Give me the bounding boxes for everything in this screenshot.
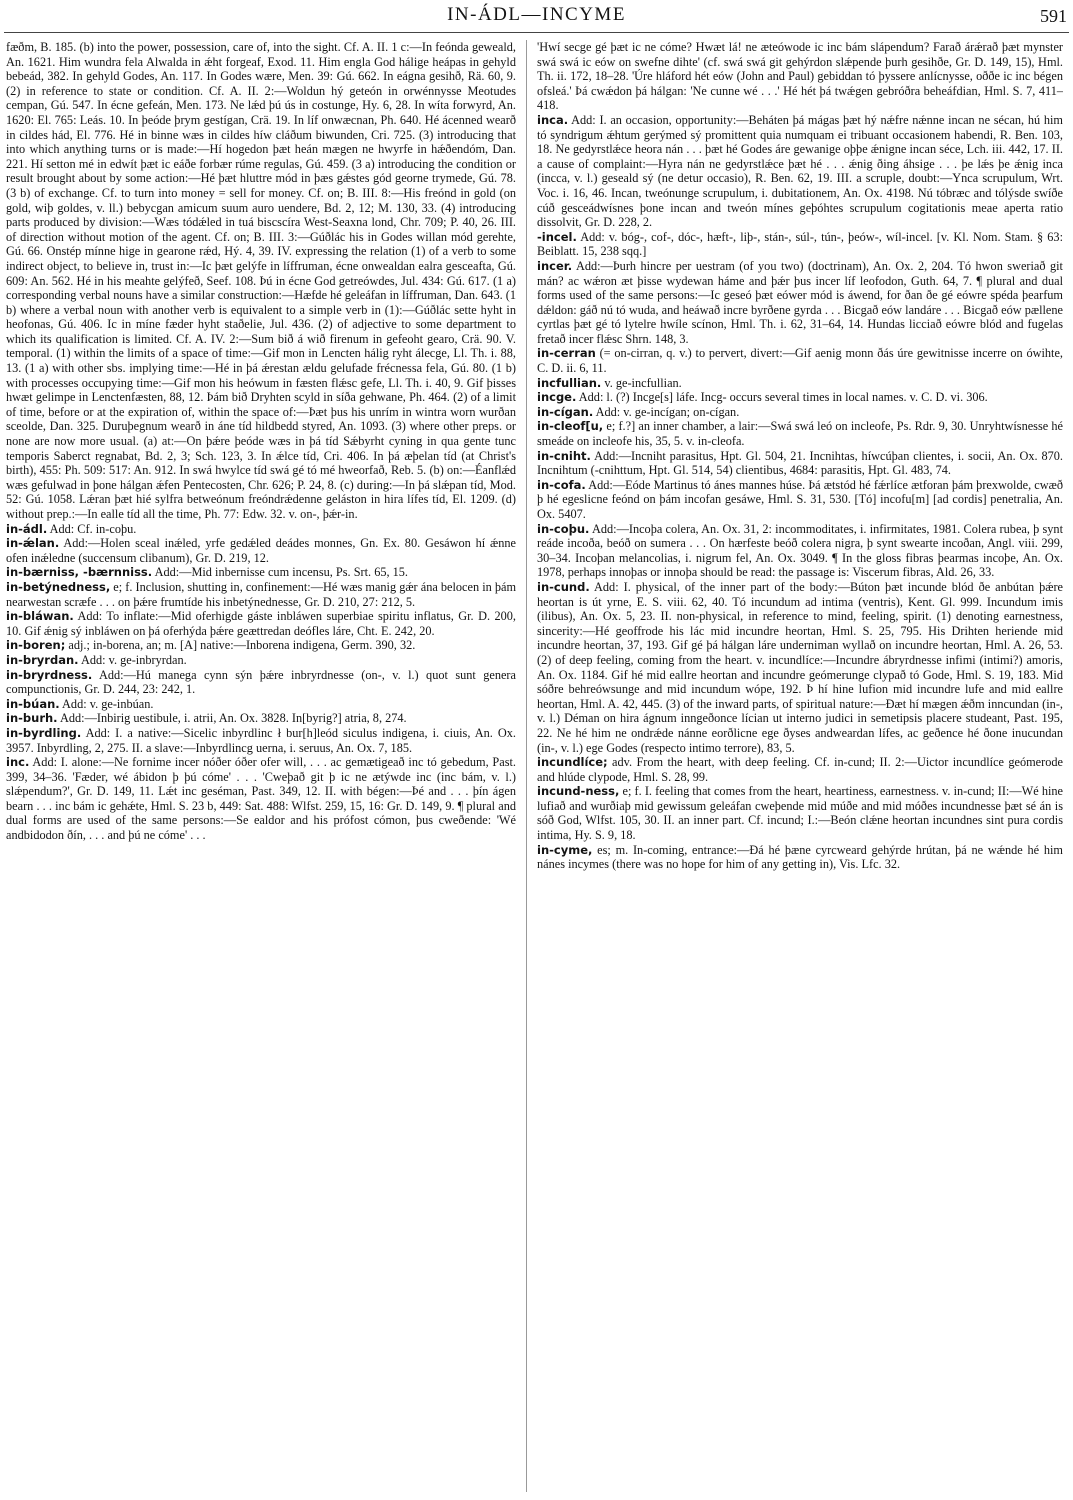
dictionary-entry <box>537 376 1063 391</box>
column-divider <box>526 40 527 1492</box>
entry-headword: in-burh. <box>6 711 58 726</box>
dictionary-entry <box>6 536 516 565</box>
dictionary-entry <box>6 522 516 537</box>
entry-text: e; f.?] an inner chamber, a lair:—Swá swá leó on incleofe, Ps. Rdr. 9, 30. Unryhtwísnesse hé smeáde on incleofe his, 35, 5. v. in-cleofa. <box>537 419 1063 449</box>
dictionary-entry <box>537 230 1063 259</box>
entry-headword: incfullian. <box>537 375 602 390</box>
entry-text: Add: To inflate:—Mid oferhigde gáste inbláwen superbiae spiritu inflatus, Gr. D. 200, 10. Gif ǽnig sý inbláwen on þá oferhýda þǽre geættredan deófles láre, Cht. E. 242, 20. <box>6 609 516 638</box>
entry-text: Add: I. physical, of the inner part of the body:—Búton þæt incunde blód ðe anbútan þǽre heortan is út yrne, E. S. viii. 62, 40. Tó incundum ad intima (ventris), Kent. Gl. 999. Incundum imis (ilibus), An. Ox. 5, 23. II. non-physical, in reference to mind, feeling, spirit. (1) denoting earnestness, sincerity:—Hé geoffrode his lác mid incundre heortan, Hml. S. 25, 795. His Drihten heriende mid incundre heortan, 37, 193. Gif gé þá hálgan láre underniman wyllað on incundre heortan, Hml. A. 26, 53. (2) of deep feeling, coming from the heart. v. incundlíce:—Incundre ábryrdnesse infimi (intimi?) amoris, An. Ox. 1184. Gif hé mid eallre heortan and incundre geómerunge clypað tó Gode, Hml. S. 19, 183. Mid sóðre behreówsunge and mid incundum wópe, 192. Þ hí hine lufion mid incundre lufe and mid eallre heortan, Hml. A. 42, 445. (3) of the inward parts, of spiritual nature:—Ðæt hí mægen ǽðm inncundan (in-, v. l.) Déman on hira ágnum inngeðonce lícian ut interno judici in semetipsis placere studeant, Past. 195, 22. Ne hé him ne ondrǽde nánne eorðlicne ege ðyses andweardan lífes, ac geðence hé ðone inucundan (in-, v. l.) ege Godes (respecto intimo terrore), 83, 5. <box>537 579 1063 755</box>
left-column <box>6 40 516 1492</box>
entry-headword: in-coþu. <box>537 521 590 536</box>
dictionary-entry <box>537 113 1063 230</box>
dictionary-entry <box>537 390 1063 405</box>
entry-headword: in-cofa. <box>537 477 586 492</box>
entry-headword: incundlíce; <box>537 755 608 770</box>
entry-text: adv. From the heart, with deep feeling. Cf. in-cund; II. 2:—Uictor incundlíce geómerode and hlúde clypode, Hml. S. 28, 99. <box>537 755 1063 784</box>
entry-headword: inc. <box>6 755 30 770</box>
dictionary-entry <box>537 784 1063 842</box>
entry-text: es; m. In-coming, entrance:—Ðá hé þæne cyrcweard gehýrde hrútan, þá ne wǽnde hé him nánes incymes (there was no hope for him of any getting in), Vis. Lfc. 32. <box>537 842 1063 872</box>
dictionary-entry <box>6 653 516 668</box>
dictionary-entry <box>6 697 516 712</box>
dictionary-entry <box>6 668 516 697</box>
entry-headword: inca. <box>537 112 569 127</box>
entry-text: Add: Cf. in-coþu. <box>49 521 137 536</box>
entry-text: Add:—Mid inbernisse cum incensu, Ps. Srt. 65, 15. <box>154 565 409 580</box>
entry-text: Add:—Incniht parasitus, Hpt. Gl. 504, 21. Incnihtas, híwcúþan clientes, i. socii, An. Ox. 870. Incnihtum (-cnihttum, Hpt. Gl. 514, 54) clientibus, 4684: parasitis, Hpt. Gl. 483, 74. <box>537 448 1063 478</box>
entry-headword: in-ǽlan. <box>6 536 60 551</box>
entry-headword: in-cleof[u, <box>537 419 604 434</box>
entry-text: Add:—Incoþa colera, An. Ox. 31, 2: incommoditates, i. infirmitates, 1981. Colera rubea, þ synt reáde incoða, beóð on sumera . . . On hærfeste beóð colera nigra, þ synt swearte incoðan, Angl. viii. 299, 30–34. Incoþan melancolias, i. nigrum fel, An. Ox. 3049. ¶ In the gloss fibras þearmas incoþe, An. Ox. 1978, perhaps innoþas or innoþa should be read: the passage is: Viscerum fibras, Ald. 26, 33. <box>537 521 1063 580</box>
dictionary-entry <box>6 609 516 638</box>
entry-headword: in-cyme, <box>537 842 593 857</box>
entry-text: Add: v. ge-inbúan. <box>62 696 154 711</box>
entry-headword: incund-ness, <box>537 784 620 799</box>
dictionary-entry <box>537 405 1063 420</box>
entry-headword: in-ádl. <box>6 521 48 536</box>
entry-text: 'Hwí secge gé þæt ic ne cóme? Hwæt lá! ne æteówode ic inc bám slápendum? Farað árǽrað þæt mynster swá swá ic eów on swefne dihte' (cf. swá swá git gehýrdon slǽpende þurh gesihðe, Gr. D. 149, 15), Hml. Th. ii. 172, 18–28. 'Úre hláford hét eów (John and Paul) gebiddan tó þyssere anlícnysse, oððe ic inc bégen ofsleá.' Þá cwǽdon þá hálgan: 'Ne cunne wé . . .' Hé hét þá twǽgen gebróðra beheáfdian, Hml. S. 7, 411–418. <box>537 40 1063 113</box>
dictionary-entry <box>6 40 516 522</box>
entry-headword: -incel. <box>537 229 577 244</box>
dictionary-entry <box>537 259 1063 347</box>
entry-text: fæðm, B. 185. (b) into the power, possession, care of, into the sight. Cf. A. II. 1 c:—In feónda geweald, An. 1621. Him wundra fela Alwalda in ǽht forgeaf, Exod. 11. Him engla God hálige heápas in gehyld bebeád, 382. In gehyld Godes, An. 117. In Godes wære, Men. 39: Gú. 662. In eágna gesihð, Rä. 60, 9. (2) in reference to state or condition. Cf. A. II. 2:—Woldun hý geteón in orwénnysse Meotudes cempan, Gú. 547. In écne gefeán, Men. 173. Ne lǽd þú ús in costunge, Hy. 6, 28. In wíta forwyrd, An. 1620: El. 765: Leás. 10. In þeóde þrym gestígan, Crä. 19. In líf onwæcnan, Ph. 640. Hé ácenned wearð in cildes hád, El. 776. Hé in binne wæs in cildes híw cláðum biwunden, Cri. 725. (3) introducing that into which anything turns or is made:—Hí hogedon þæt heán mægen ne hwyrfe in hǽðendóm, Dan. 221. Hí setton mé in edwít þæt ic eáðe forbær rúme regulas, Gú. 459. (3 a) introducing the condition or result brought about by some action:—Hé þæt hluttre mód in þæs gǽstes gód georne trymede, Gú. 78. (3 b) of exchange. Cf. to turn into money = sell for money. Cf. on; B. III. 8:—His freónd in gold (on gold, wiþ goldes, v. ll.) bebycgan amicum suum auro uendere, Bd. 2, 12; M. 130, 33. (4) introducing parts produced by division:—Wæs tódǽled in tuá biscscíra West-Seaxna lond, Chr. 709; P. 40, 26. III. of direction without motion of the agent. Cf. on; B. III. 3:—Gúðlác his in Godes willan mód gerehte, Gú. 66. Onstép mínne hige in gearone rǽd, Hý. 4, 39. IV. expressing the relation (1) of a verb to some indirect object, to believe in, trust in:—Ic þæt gelýfe in líffruman, écne onwealdan ealra gesceafta, Gú. 609: An. 562. Hé in his meahte gelýfeð, Seef. 108. Þú in écne God getreówdes, Jul. 434: Gú. 617. (1 a) corresponding verbal nouns have a similar construction:—Hæfde hé geleáfan in líffruman, Dan. 643. (1 b) where a verbal noun with another verb is equivalent to a simple verb in (1):—Gúðlác sette hyht in heofonas, Gú. 406. Ic in míne fæder hyht staðelie, Jul. 436. (2) of adjective to some department to which its qualification is limited. Cf. A. IV. 2:—Sum bið á wið firenum in gefeoht gearo, Crä. 90. V. temporal. (1) within the limits of a space of time:—Gif mon in Lencten hálig ryht álecge, Ll. Th. i. 88, 13. (1 a) with other sbs. implying time:—Hé in þá ǽrestan ældu gelufade frécnessa fela, Gú. 80. (1 b) with processes occupying time:—Gif mon his heówum in fæsten flǽsc gefe, Ll. Th. i. 40, 9. Gif þisses hwæt gelimpe in Lenctenfæsten, 88, 12. Þám bið Dryhten scyld in síða gehwane, Ph. 464. (2) of a limit of time, before or at the expiration of, within the space of:—Þæt þus his unrím in wintra worn wurðan sceolde, Dan. 325. Duruþegnum wearð in áne tíd hildbedd styred, An. 1093. (3) where other preps. or none are now more usual. (a) at:—On þǽre þeóde wæs in þá tíd Sǽbyrht cyning in qua gente tunc temporis Saberct regnabat, Bd. 2, 3; Sch. 123, 3. In ǽlce tíd, Cri. 406. In þá æþelan tíd (at Christ's birth), 455: Ph. 509: 517: An. 912. In swá hwylce tíd swá gé tó mé hweorfað, Reb. 5. (b) on:—Éanflǽd wæs gefulwad in þone hálgan ǽfen Pentecosten, Chr. 626; P. 24, 8. (c) during:—In þá slǽpan tíd, Mod. 52: Gú. 1058. Lǽran þæt hié sylfra betweónum freóndrǽdenne geláston in hira lífes tíd, El. 1209. (d) without prep.:—In ealle tíd all the time, Ph. 77: Edw. 32. v. on-, þǽr-in. <box>6 40 516 521</box>
entry-headword: in-byrdling. <box>6 725 82 740</box>
running-head: IN-ÁDL—INCYME <box>447 4 626 25</box>
entry-headword: in-cniht. <box>537 448 591 463</box>
page-number: 591 <box>1040 6 1067 26</box>
dictionary-entry <box>537 346 1063 375</box>
entry-text: Add:—Eóde Martinus tó ánes mannes húse. Þá ætstód hé fǽrlíce ætforan þám þrexwolde, cwæð þ hé egeslicne feónd on þám incofan gesáwe, Hml. S. 31, 530. [Tó] incofu[m] [ad cordis] penetralia, An. Ox. 5407. <box>537 477 1063 521</box>
entry-headword: in-betýnedness, <box>6 579 111 594</box>
right-column <box>537 40 1063 1492</box>
entry-text: v. ge-incfullian. <box>604 375 682 390</box>
entry-headword: in-cund. <box>537 579 590 594</box>
header-rule <box>4 32 1069 33</box>
entry-headword: in-bryrdness. <box>6 667 93 682</box>
entry-text: Add:—Þurh hincre per uestram (of you two) (doctrinam), An. Ox. 2, 204. Tó hwon sweriað git mán? ac wǽron æt þisse wydewan háme and þǽr þus incer líf leofodon, Guth. 64, 7. ¶ plural and dual forms used of the same persons:—Ic geseó þæt eówer mód is áwend, for ðan ðe gé eówre spéda þearfum dǽldon: gáð nú tó wuda, and heáwað incre byrðene gyrda . . . Bicgað eów landáre . . . Bicgað eów pællene cyrtlas þæt gé tó lytelre hwíle scínon, Hml. Th. i. 62, 31–64, 14. Hundas licciað eówre blód and fugelas fretað incer flǽsc Shrn. 148, 3. <box>537 258 1063 346</box>
entry-text: Add:—Hú manega cynn sýn þǽre inbryrdnesse (on-, v. l.) quot sunt genera compunctionis, Gr. D. 244, 23: 242, 1. <box>6 667 516 697</box>
entry-text: Add: I. an occasion, opportunity:—Beháten þá mágas þæt hý nǽfre nǽnne incan ne sécan, hú him tó syndrigum ǽhtum gerýmed sý promittent quia numquam ei tribuant occasionem habendi, R. Ben. 103, 18. Ne gedyrstlǽce heora nán . . . þæt hé Godes áre gewanige oþþe ǽnigne incan séce, Lch. iii. 442, 17. II. a cause of complaint:—Hyra nán ne gedyrstlǽce þæt hé . . . ǽnig ðing áhsige . . . þe lǽs þe ǽnig inca (incca, v. l.) geseald sý (ne detur occasio), R. Ben. 62, 19. III. a scruple, doubt:—Ynca scrupulum, Wrt. Voc. i. 16, 46. Incan, tweónunge scrupulum, i. dubitationem, An. Ox. 4198. Nú tóbræc and tólýsde swíðe cúð gesceádwísnes þone incan and tweón mínes geþóhtes scrupulum cogitationis meae aperta ratio dissolvit, Gr. D. 228, 2. <box>537 112 1063 230</box>
dictionary-entry <box>6 711 516 726</box>
dictionary-entry <box>537 449 1063 478</box>
entry-headword: in-bláwan. <box>6 609 74 624</box>
entry-text: Add: v. ge-inbryrdan. <box>80 652 187 667</box>
dictionary-entry <box>537 40 1063 113</box>
dictionary-entry <box>537 478 1063 522</box>
entry-headword: in-cerran <box>537 346 596 361</box>
dictionary-entry <box>6 580 516 609</box>
dictionary-entry <box>537 419 1063 448</box>
dictionary-entry <box>537 843 1063 872</box>
entry-headword: in-boren; <box>6 638 66 653</box>
entry-text: Add: I. a native:—Sicelic inbyrdlinc ł bur[h]leód siculus indigena, i. ciuis, An. Ox. 3957. Inbyrdling, 2, 275. II. a slave:—Inbyrdlincg uerna, i. seruus, An. Ox. 7, 185. <box>6 725 516 755</box>
entry-text: e; f. Inclusion, shutting in, confinement:—Hé wæs manig gǽr ána belocen in þám nearwestan scræfe . . . on þǽre frumtíde his inbetýnednesse, Gr. D. 210, 27: 212, 5. <box>6 579 516 609</box>
dictionary-entry <box>537 522 1063 580</box>
entry-text: Add:—Holen sceal inǽled, yrfe gedǽled deádes monnes, Gn. Ex. 80. Gesáwon hí ǽnne ofen inǽledne (succensum clibanum), Gr. D. 219, 12. <box>6 536 516 565</box>
dictionary-entry <box>6 755 516 843</box>
entry-text: e; f. I. feeling that comes from the heart, heartiness, earnestness. v. in-cund; II:—Wé hine lufiað and wurðiaþ mid gewissum geleáfan cweþende mid múðe and mid móðes incundnesse þæt sé án is sóð God, Wlfst. 105, 30. II. an inner part. Cf. incund; I.:—Beón clǽne heortan incundnes sint pura cordis intima, Hy. S. 9, 18. <box>537 784 1063 843</box>
entry-headword: in-búan. <box>6 696 60 711</box>
entry-text: Add: I. alone:—Ne fornime incer nóðer óðer ofer will, . . . ac gemætigeað inc tó gebedum, Past. 399, 34–36. 'Fæder, wé ábidon þ þú cóme' . . . 'Cweþað git þ ic ne ætýwde inc (inc bám, v. l.) slǽpendum?', Gr. D. 149, 11. Lǽt inc geséman, Past. 349, 12. II. with bégen:—Þé and . . . þín ágen bearn . . . inc bám ic gehǽte, Hml. S. 23 b, 449: Sat. 488: Wlfst. 259, 15, 16: Gr. D. 149, 9. ¶ plural and dual forms are used of the same persons:—Se ealdor and his prófost cómon, þus cweðende: 'Wé andbidodon ðín, . . . and þú ne cóme' . . . <box>6 755 516 843</box>
entry-headword: incer. <box>537 258 573 273</box>
entry-text: adj.; in-borena, an; m. [A] native:—Inborena indigena, Germ. 390, 32. <box>68 638 416 653</box>
entry-text: Add: v. bóg-, cof-, dóc-, hæft-, liþ-, stán-, súl-, tún-, þeów-, wíl-incel. [v. Kl. Nom. Stam. § 63: Beiblatt. 15, 238 sqq.] <box>537 229 1063 259</box>
entry-headword: in-bryrdan. <box>6 652 79 667</box>
dictionary-entry <box>537 755 1063 784</box>
dictionary-entry <box>6 726 516 755</box>
entry-headword: in-bærniss, -bærnniss. <box>6 565 153 580</box>
entry-text: Add: v. ge-incígan; on-cígan. <box>595 404 740 419</box>
entry-text: (= on-cirran, q. v.) to pervert, divert:—Gif aenig monn ðás úre gewitnisse incerre on ówihte, C. D. ii. 6, 11. <box>537 346 1063 376</box>
entry-text: Add:—Inbirig uestibule, i. atrii, An. Ox. 3828. In[byrig?] atria, 8, 274. <box>59 711 407 726</box>
dictionary-entry <box>6 638 516 653</box>
entry-text: Add: l. (?) Incge[s] láfe. Incg- occurs several times in local names. v. C. D. vi. 306. <box>578 390 988 405</box>
dictionary-entry <box>537 580 1063 755</box>
dictionary-entry <box>6 565 516 580</box>
entry-headword: incge. <box>537 390 577 405</box>
entry-headword: in-cígan. <box>537 404 594 419</box>
page-header <box>0 0 1073 30</box>
